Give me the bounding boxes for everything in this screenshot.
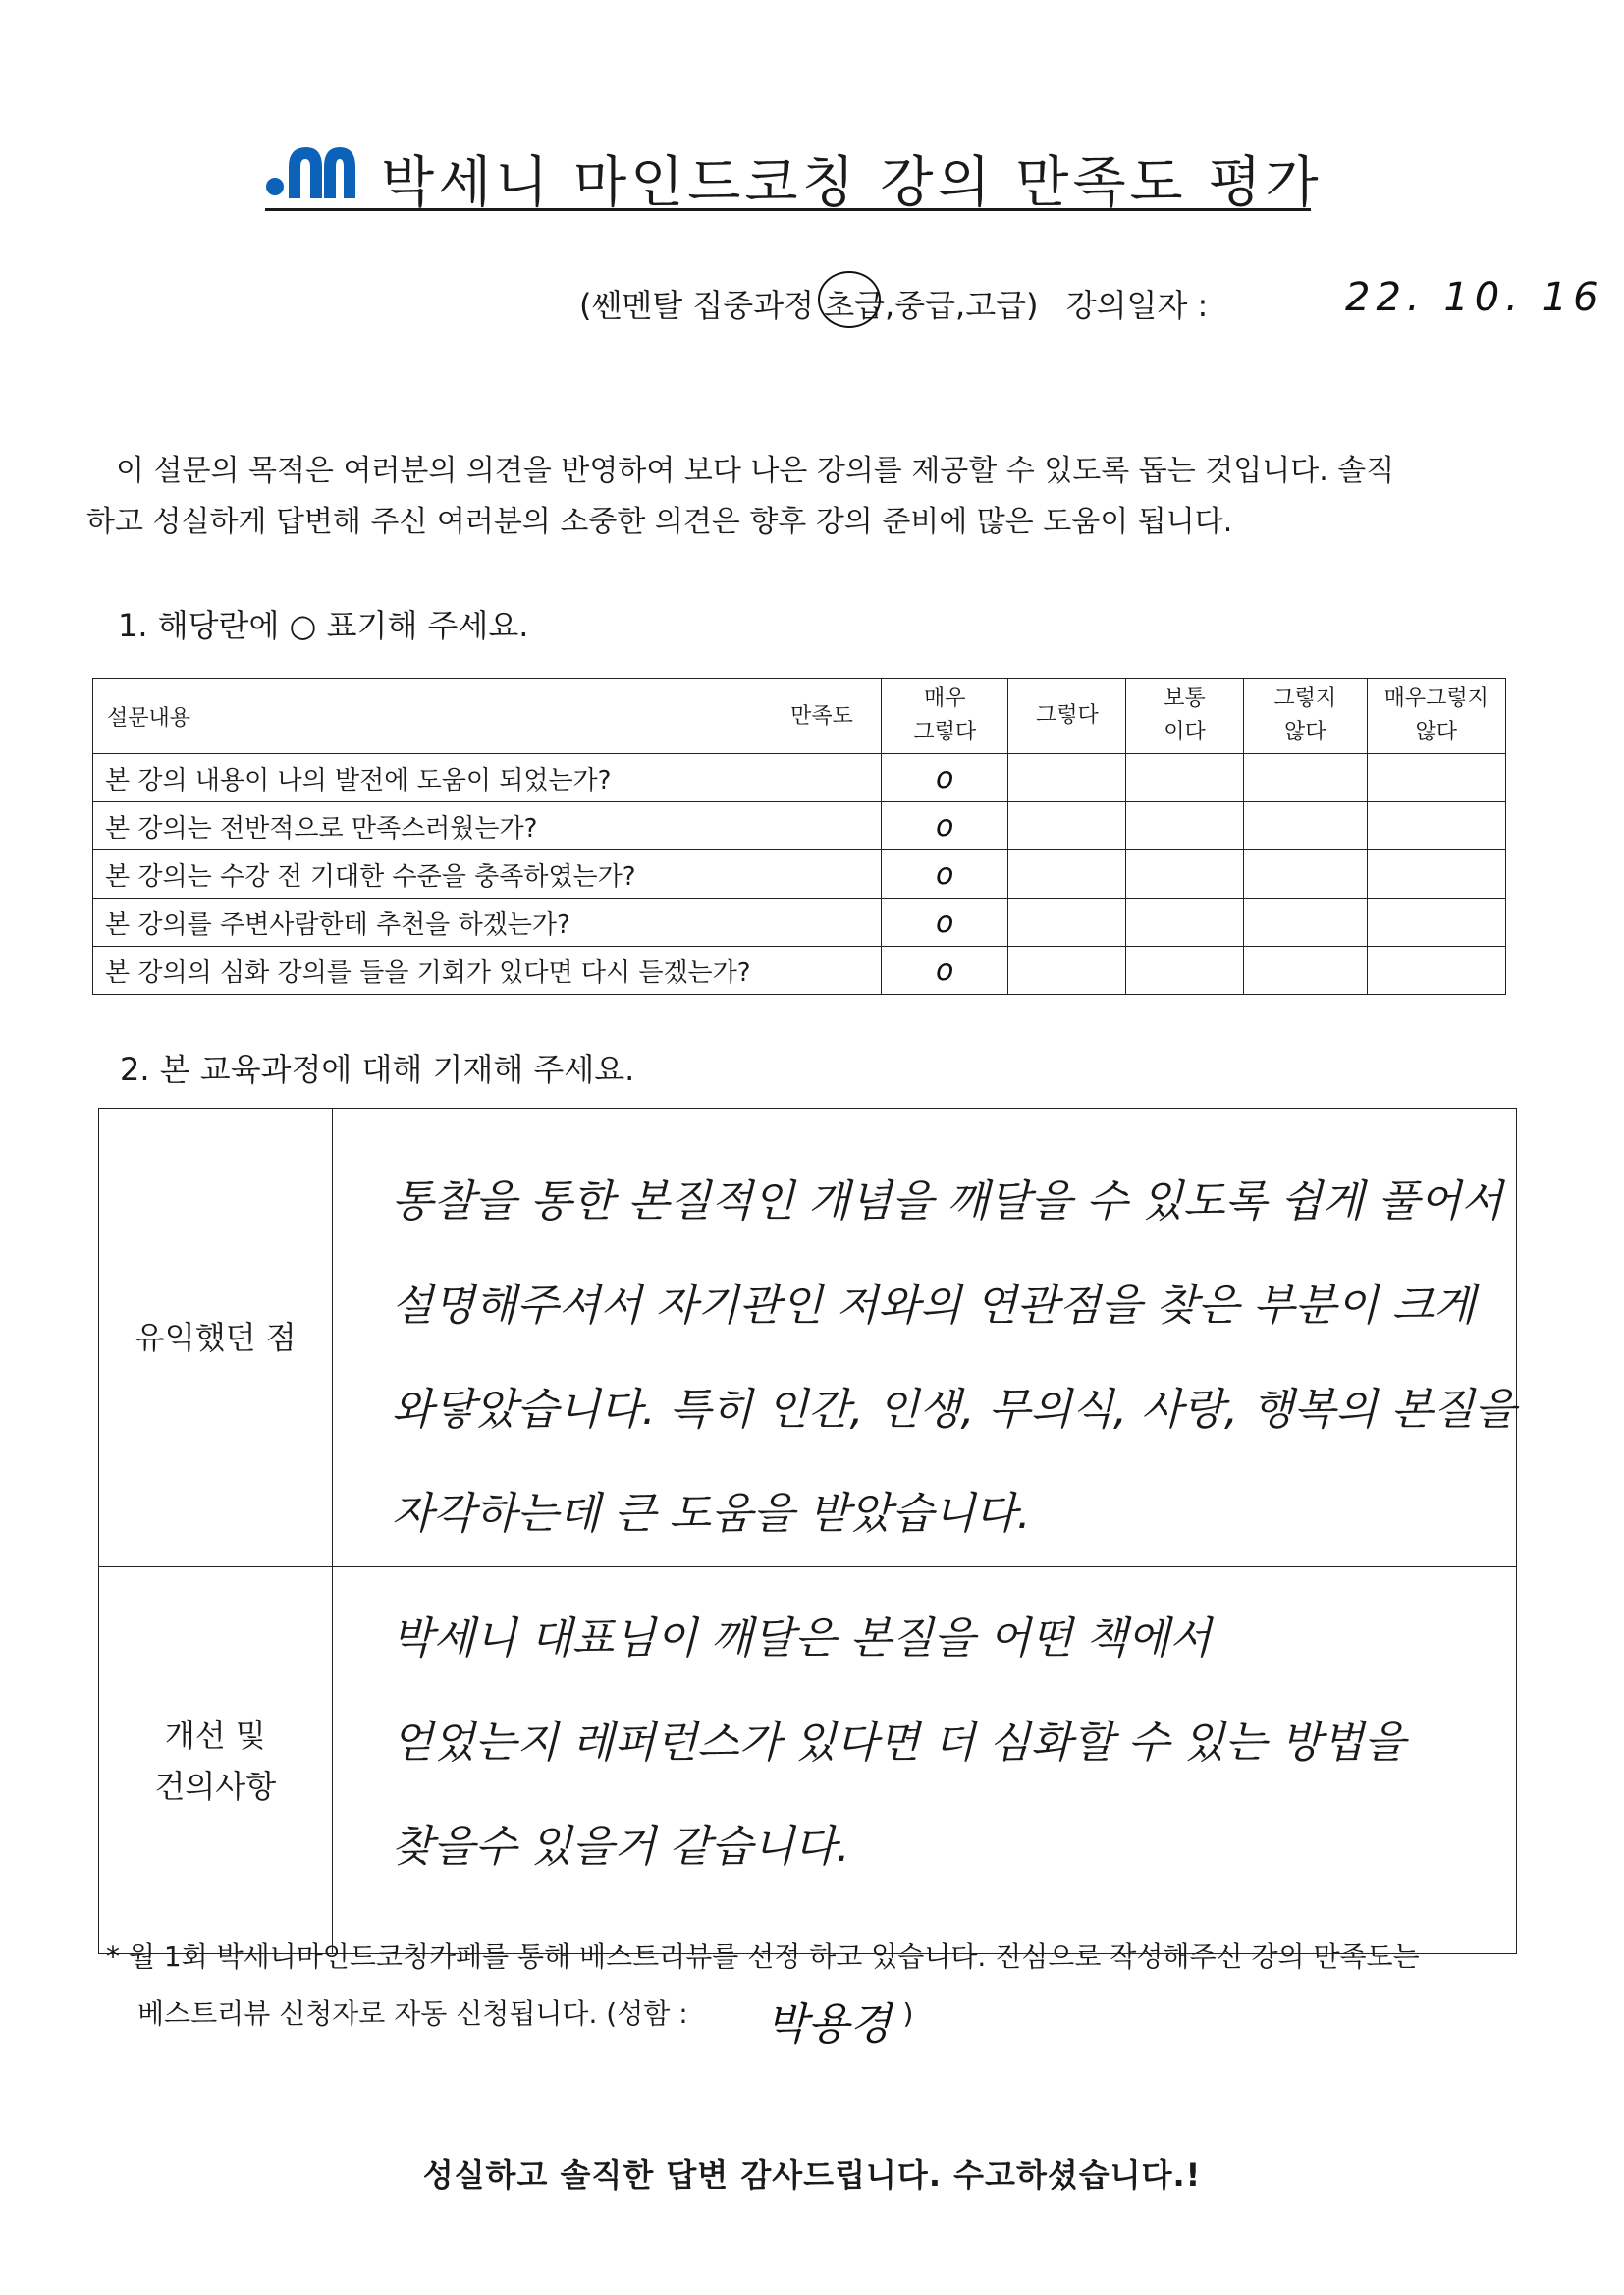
answer-line: 박세니 대표님이 깨달은 본질을 어떤 책에서: [391, 1613, 1212, 1664]
intro-paragraph: 이 설문의 목적은 여러분의 의견을 반영하여 보다 나은 강의를 제공할 수 있도록 돕는 것입니다. 솔직 하고 성실하게 답변해 주신 여러분의 소중한 의견은 향후 강의 준비에 많은 도움이 됩니다.: [86, 454, 1395, 539]
question-cell: 본 강의 내용이 나의 발전에 도움이 되었는가?: [93, 754, 882, 802]
brand-logo-icon: [265, 141, 358, 200]
answer-line: 얻었는지 레퍼런스가 있다면 더 심화할 수 있는 방법을: [391, 1718, 1406, 1768]
signature-name: 박용경: [766, 1999, 892, 2049]
header-neutral: 보통 이다: [1126, 679, 1244, 754]
level-option-advanced: 고급: [965, 287, 1027, 324]
selected-circle-mark: [818, 271, 881, 328]
feedback-table: [98, 1108, 1517, 1954]
improvement-answer[interactable]: [332, 1567, 1516, 1954]
level-option-intermediate: 중급: [894, 287, 956, 324]
footnote: * 월 1회 박세니마인드코칭카페를 통해 베스트리뷰를 선정 하고 있습니다. 진심으로 작성해주신 강의 만족도는 베스트리뷰 신청자로 자동 신청됩니다. (성함 : ): [106, 1940, 1420, 2030]
lecture-date: 22. 10. 16: [1345, 275, 1604, 320]
useful-points-answer[interactable]: [332, 1109, 1516, 1567]
title-block: [265, 137, 1323, 215]
answer-mark[interactable]: o: [881, 802, 1008, 850]
answer-mark[interactable]: o: [881, 947, 1008, 995]
question-cell: 본 강의의 심화 강의를 들을 기회가 있다면 다시 듣겠는가?: [93, 947, 882, 995]
course-line: (쎈멘탈 집중과정 초급,중급,고급) 강의일자 :: [579, 281, 1208, 326]
level-option-beginner: 초급: [824, 281, 885, 326]
table-row: [93, 802, 1506, 850]
course-name: (쎈멘탈 집중과정: [579, 287, 815, 324]
answer-line: 설명해주셔서 자기관인 저와의 연관점을 찾은 부분이 크게: [391, 1281, 1476, 1331]
header-disagree: 그렇지 않다: [1243, 679, 1367, 754]
question-cell: 본 강의는 전반적으로 만족스러웠는가?: [93, 802, 882, 850]
improvement-label: 개선 및 건의사항: [99, 1567, 333, 1954]
answer-line: 와닿았습니다. 특히 인간, 인생, 무의식, 사랑, 행복의 본질을: [391, 1385, 1516, 1435]
answer-mark[interactable]: o: [881, 899, 1008, 947]
table-row: [93, 754, 1506, 802]
header-very-disagree: 매우그렇지 않다: [1367, 679, 1505, 754]
table-row: [93, 899, 1506, 947]
thanks-message: 성실하고 솔직한 답변 감사드립니다. 수고하셨습니다.!: [422, 2157, 1202, 2194]
table-row: [93, 850, 1506, 899]
page-title: 박세니 마인드코칭 강의 만족도 평가: [381, 151, 1323, 215]
answer-line: 찾을수 있을거 같습니다.: [391, 1822, 850, 1872]
date-label: 강의일자 :: [1065, 287, 1209, 324]
answer-mark[interactable]: o: [881, 850, 1008, 899]
useful-points-label: 유익했던 점: [99, 1109, 333, 1567]
header-agree: 그렇다: [1008, 679, 1126, 754]
answer-line: 자각하는데 큰 도움을 받았습니다.: [391, 1489, 1031, 1539]
question-cell: 본 강의는 수강 전 기대한 수준을 충족하였는가?: [93, 850, 882, 899]
question-cell: 본 강의를 주변사람한테 추천을 하겠는가?: [93, 899, 882, 947]
section1-heading: 1. 해당란에 ○ 표기해 주세요.: [118, 607, 529, 644]
section2-heading: 2. 본 교육과정에 대해 기재해 주세요.: [120, 1051, 635, 1088]
satisfaction-table: [92, 678, 1506, 995]
answer-mark[interactable]: o: [881, 754, 1008, 802]
table-row: [93, 947, 1506, 995]
header-very-agree: 매우 그렇다: [881, 679, 1008, 754]
header-question: 설문내용 만족도: [93, 679, 882, 754]
answer-line: 통찰을 통한 본질적인 개념을 깨달을 수 있도록 쉽게 풀어서: [391, 1176, 1503, 1227]
